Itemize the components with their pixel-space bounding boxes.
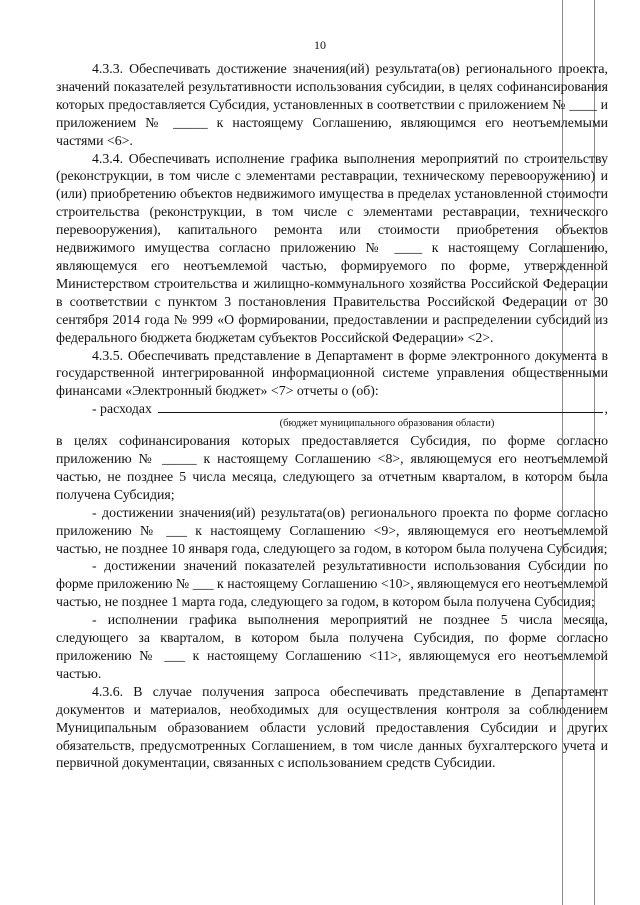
expense-continuation: в целях софинансирования которых предоставляется Субсидия, по форме согласно приложению № _____ к настоящему Соглашению <8>, являющемуся его неотъемлемой частью, не позднее 5 числа месяца, следующего за отчетным кварталом, в котором была получена Субсидия;	[56, 433, 608, 502]
clause-4-3-5: 4.3.5. Обеспечивать представление в Департамент в форме электронного документа в государственной интегрированной информационной системе управления общественными финансами «Электронный бюджет» <7> отчеты о (об):	[56, 347, 608, 399]
clause-4-3-6: 4.3.6. В случае получения запроса обеспечивать представление в Департамент документов и материалов, необходимых для осуществления контроля за соблюдением Муниципальным образованием области условий предоставления Субсидии и других обязательств, предусмотренных Соглашением, в том числе данных бухгалтерского учета и первичной документации, связанных с использованием средств Субсидии.	[56, 683, 608, 771]
report-results: - достижении значения(ий) результата(ов) регионального проекта по форме согласно приложению № ___ к настоящему Соглашению <9>, являющемуся его неотъемлемой частью, не позднее 10 января года, следующего за годом, в котором была получена Субсидия;	[56, 504, 608, 556]
report-indicators: - достижении значений показателей результативности использования Субсидии по форме приложению № ___ к настоящему Соглашению <10>, являющемуся его неотъемлемой частью, не позднее 1 марта года, следующего за годом, в котором была получена Субсидия;	[56, 558, 608, 610]
expense-blank-line	[158, 400, 603, 413]
clause-4-3-3: 4.3.3. Обеспечивать достижение значения(ий) результата(ов) регионального проекта, значений показателей результативности использования субсидии, в целях софинансирования которых предоставляется Субсидия, установленных в соответствии с приложением № ____ и приложением № _____ к настоящему Соглашению, являющимся его неотъемлемыми частями <6>.	[56, 61, 608, 148]
expense-comma: ,	[604, 401, 608, 417]
expense-label: - расходах	[92, 401, 152, 417]
page-number: 10	[314, 38, 326, 52]
clause-4-3-4: 4.3.4. Обеспечивать исполнение графика выполнения мероприятий по строительству (реконструкции, в том числе с элементами реставрации, техническому перевооружению) и (или) приобретению объектов недвижимого имущества в пределах установленной стоимости строительства (реконструкции, в том числе с элементами реставрации, технического перевооружения), капитального ремонта или стоимости приобретения объектов недвижимого имущества согласно приложению № ____ к настоящему Соглашению, являющемуся его неотъемлемой частью, формируемого по форме, утвержденной Министерством строительства и жилищно-коммунального хозяйства Российской Федерации в соответствии с пунктом 3 постановления Правительства Российской Федерации от 30 сентября 2014 года № 999 «О формировании, предоставлении и распределении субсидий из федерального бюджета бюджетам субъектов Российской Федерации» <2>.	[56, 150, 608, 345]
report-schedule: - исполнении графика выполнения мероприятий не позднее 5 числа месяца, следующего за кварталом, в котором была получена Субсидия, по форме согласно приложению № ___ к настоящему Соглашению <11>, являющемуся его неотъемлемой частью.	[56, 612, 608, 681]
expense-line-row	[92, 400, 608, 418]
expense-caption: (бюджет муниципального образования области)	[279, 418, 495, 430]
document-body	[56, 60, 608, 772]
